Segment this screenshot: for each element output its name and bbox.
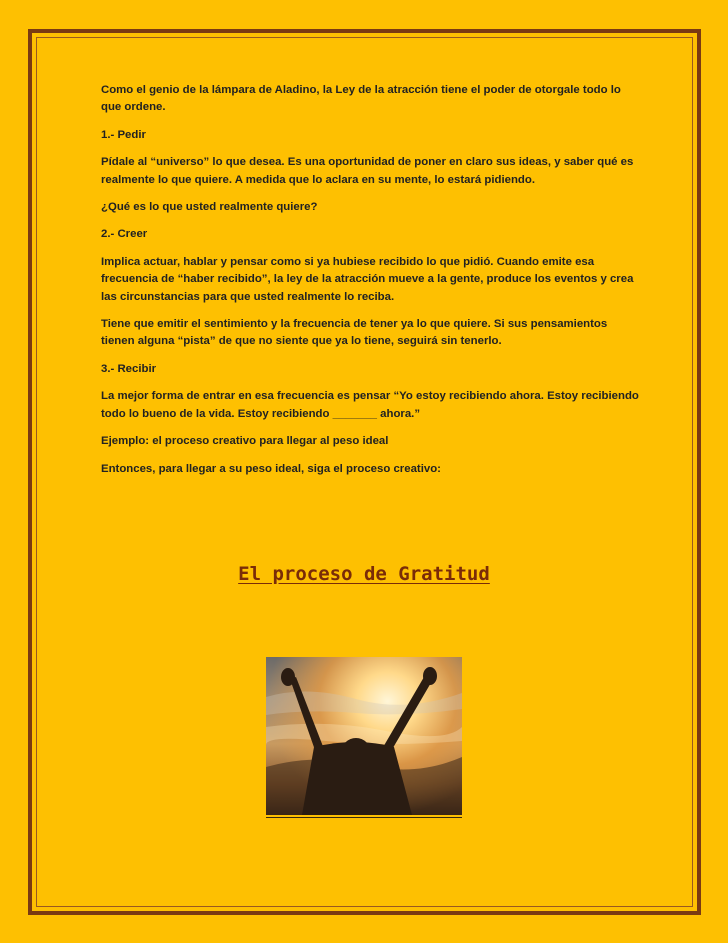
section-heading: [0, 563, 728, 585]
paragraph-recibir: La mejor forma de entrar en esa frecuencia es pensar “Yo estoy recibiendo ahora. Estoy recibiendo todo lo bueno de la vida. Estoy recibiendo _______ ahora.”: [101, 390, 639, 420]
step-3-heading: 3.- Recibir: [101, 362, 157, 375]
photo-rule: [266, 817, 462, 818]
raised-arms-illustration: [266, 657, 462, 815]
question-paragraph: ¿Qué es lo que usted realmente quiere?: [101, 201, 318, 214]
paragraph-entonces: Entonces, para llegar a su peso ideal, siga el proceso creativo:: [101, 462, 441, 475]
paragraph-sentimiento: Tiene que emitir el sentimiento y la frecuencia de tener ya lo que quiere. Si sus pensamientos tienen alguna “pista” de que no siente que ya lo tiene, seguirá sin tenerlo.: [101, 318, 608, 348]
body-text: [101, 82, 641, 488]
paragraph-ejemplo: Ejemplo: el proceso creativo para llegar al peso ideal: [101, 435, 389, 448]
raised-arms-photo: [266, 657, 462, 815]
paragraph-pedir: Pídale al “universo” lo que desea. Es una oportunidad de poner en claro sus ideas, y saber qué es realmente lo que quiere. A medida que lo aclara en su mente, lo estará pidiendo.: [101, 156, 634, 186]
heading-text: El proceso de Gratitud: [238, 563, 490, 585]
paragraph-intro: Como el genio de la lámpara de Aladino, la Ley de la atracción tiene el poder de otorgale todo lo que ordene.: [101, 84, 621, 114]
step-2-heading: 2.- Creer: [101, 228, 148, 241]
paragraph-creer: Implica actuar, hablar y pensar como si ya hubiese recibido lo que pidió. Cuando emite esa frecuencia de “haber recibido”, la ley de la atracción mueve a la gente, produce los eventos y crea las circunstancias para que usted realmente lo reciba.: [101, 255, 634, 303]
step-1-heading: 1.- Pedir: [101, 128, 146, 141]
